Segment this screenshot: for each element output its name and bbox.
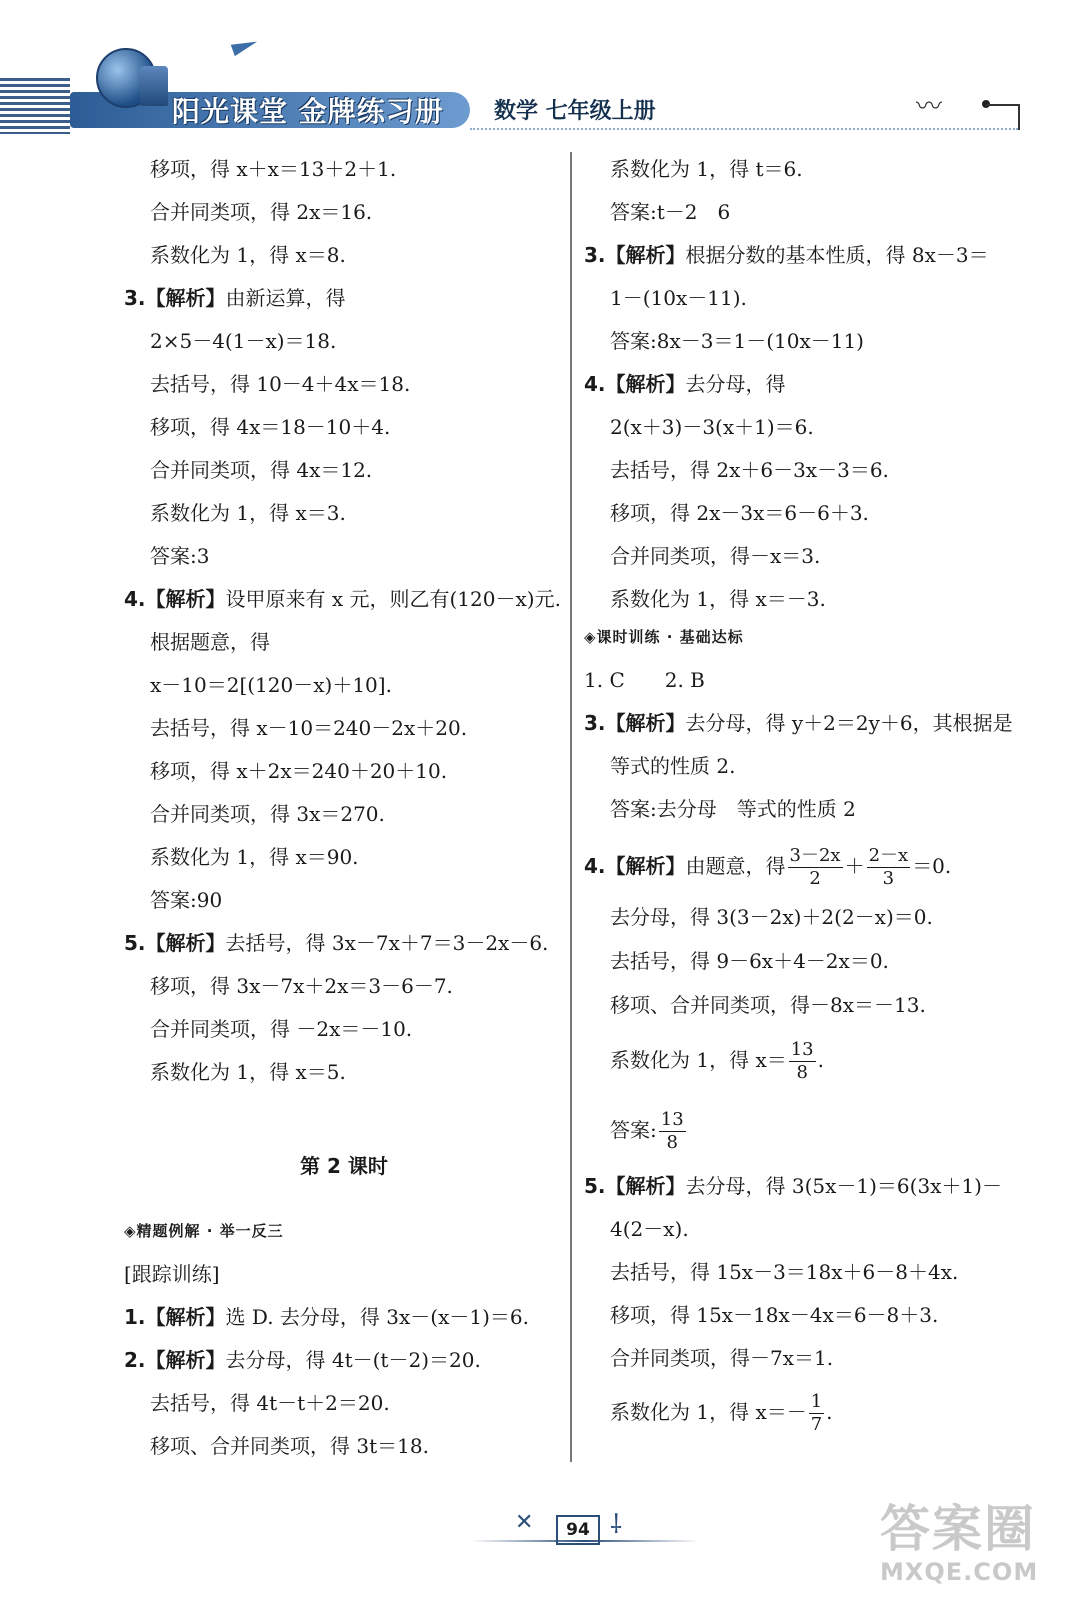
fraction-numerator: 2－x bbox=[868, 845, 909, 866]
solution-line: 去括号，得 4t－t＋2＝20. bbox=[150, 1391, 390, 1415]
solution-line: 系数化为 1，得 t＝6. bbox=[610, 157, 803, 181]
solution-line bbox=[610, 1388, 833, 1436]
answer-label: 答案: bbox=[610, 1118, 657, 1142]
section-heading: ◈精题例解 · 举一反三 bbox=[124, 1222, 284, 1240]
exercise-1 bbox=[124, 1303, 529, 1331]
question-text: 去分母，得 y＋2＝2y＋6，其根据是 bbox=[685, 711, 1013, 735]
question-b4 bbox=[584, 842, 951, 890]
solution-line: 1－(10x－11). bbox=[610, 286, 747, 310]
question-number: 4.【解析】 bbox=[584, 372, 686, 396]
watermark-url: MXQE.COM bbox=[880, 1558, 1039, 1586]
period: . bbox=[817, 1048, 824, 1072]
question-number: 3.【解析】 bbox=[584, 243, 686, 267]
question-b3 bbox=[584, 709, 1013, 737]
solution-line: 2(x＋3)－3(x＋1)＝6. bbox=[610, 415, 814, 439]
fraction-numerator: 13 bbox=[790, 1039, 814, 1060]
question-number: 5.【解析】 bbox=[124, 931, 226, 955]
question-number: 4.【解析】 bbox=[124, 587, 226, 611]
solution-line: 系数化为 1，得 x＝8. bbox=[150, 243, 346, 267]
equation-tail: ＝0. bbox=[912, 854, 952, 878]
question-number: 1.【解析】 bbox=[124, 1305, 226, 1329]
solution-line: 4(2－x). bbox=[610, 1217, 689, 1241]
solution-line: 合并同类项，得 2x＝16. bbox=[150, 200, 373, 224]
fraction-denominator: 8 bbox=[666, 1132, 678, 1153]
solution-line: 根据题意，得 bbox=[150, 630, 270, 654]
fraction bbox=[809, 1391, 824, 1436]
solution-line: 去分母，得 3(3－2x)＋2(2－x)＝0. bbox=[610, 905, 933, 929]
question-text: 去分母，得 bbox=[685, 372, 786, 396]
solution-line: 移项、合并同类项，得－8x＝－13. bbox=[610, 993, 926, 1017]
fraction-denominator: 7 bbox=[810, 1414, 823, 1435]
fraction-denominator: 8 bbox=[796, 1062, 808, 1083]
solution-line: 移项，得 x＋x＝13＋2＋1. bbox=[150, 157, 397, 181]
fraction-numerator: 3－2x bbox=[789, 845, 841, 866]
question-4 bbox=[124, 585, 561, 613]
question-number: 5.【解析】 bbox=[584, 1174, 686, 1198]
watermark-text: 答案圈 bbox=[880, 1500, 1036, 1558]
solution-line: 系数化为 1，得 x＝90. bbox=[150, 845, 359, 869]
solution-line: 合并同类项，得 －2x＝－10. bbox=[150, 1017, 413, 1041]
answer-line: 答案:8x－3＝1－(10x－11) bbox=[610, 329, 864, 353]
solution-line: 合并同类项，得 3x＝270. bbox=[150, 802, 385, 826]
solution-line: 合并同类项，得 4x＝12. bbox=[150, 458, 373, 482]
header-endcap bbox=[986, 104, 1020, 130]
header-dotted-line bbox=[470, 128, 1018, 130]
answers-1-2: 1. C 2. B bbox=[584, 668, 705, 692]
answer-line: 答案:t－2 6 bbox=[610, 200, 731, 224]
solution-line: 移项，得 15x－18x－4x＝6－8＋3. bbox=[610, 1303, 939, 1327]
question-text: 由新运算，得 bbox=[225, 286, 346, 310]
question-number: 3.【解析】 bbox=[584, 711, 686, 735]
question-text: 选 D. 去分母，得 3x－(x－1)＝6. bbox=[225, 1305, 529, 1329]
solution-line: 去括号，得 10－4＋4x＝18. bbox=[150, 372, 411, 396]
solution-line: 去括号，得 x－10＝240－2x＋20. bbox=[150, 716, 468, 740]
answer-line: 答案:3 bbox=[150, 544, 210, 568]
solution-line: 移项，得 x＋2x＝240＋20＋10. bbox=[150, 759, 448, 783]
solution-line: 移项，得 3x－7x＋2x＝3－6－7. bbox=[150, 974, 453, 998]
question-number: 2.【解析】 bbox=[124, 1348, 226, 1372]
solution-line: 系数化为 1，得 x＝3. bbox=[150, 501, 346, 525]
solution-line: 去括号，得 15x－3＝18x＋6－8＋4x. bbox=[610, 1260, 959, 1284]
header-stripes bbox=[0, 78, 70, 134]
watermark-logo bbox=[880, 1500, 1040, 1590]
period: . bbox=[826, 1400, 833, 1424]
question-b5 bbox=[584, 1172, 1002, 1200]
fraction-numerator: 1 bbox=[810, 1391, 823, 1412]
plus-sign: ＋ bbox=[844, 854, 865, 878]
bird-icon: 〰 bbox=[916, 92, 943, 122]
book-title: 阳光课堂 金牌练习册 bbox=[172, 95, 444, 128]
question-text: 去分母，得 4t－(t－2)＝20. bbox=[225, 1348, 481, 1372]
fraction bbox=[789, 1039, 816, 1084]
solution-line: 移项，得 2x－3x＝6－6＋3. bbox=[610, 501, 869, 525]
question-3 bbox=[584, 241, 989, 269]
question-text: 由题意，得 bbox=[685, 854, 786, 878]
book-subtitle: 数学 七年级上册 bbox=[494, 99, 656, 124]
trophy-icon bbox=[140, 66, 168, 106]
question-4 bbox=[584, 370, 786, 398]
tree-icon: ⸸ bbox=[610, 1510, 623, 1540]
solution-line: x－10＝2[(120－x)＋10]. bbox=[150, 673, 392, 697]
solution-line: 系数化为 1，得 x＝5. bbox=[150, 1060, 346, 1084]
answer-line: 答案:去分母 等式的性质 2 bbox=[610, 797, 856, 821]
tracking-label: [跟踪训练] bbox=[124, 1262, 220, 1286]
fraction bbox=[659, 1109, 686, 1154]
solution-line: 2×5－4(1－x)＝18. bbox=[150, 329, 337, 353]
solution-line: 合并同类项，得－x＝3. bbox=[610, 544, 821, 568]
lesson-title: 第 2 课时 bbox=[300, 1154, 388, 1178]
solution-text: 系数化为 1，得 x＝－ bbox=[610, 1400, 807, 1424]
fraction-denominator: 2 bbox=[809, 868, 821, 889]
fraction-denominator: 3 bbox=[882, 868, 895, 889]
fraction bbox=[867, 845, 911, 890]
question-text: 去分母，得 3(5x－1)＝6(3x＋1)－ bbox=[685, 1174, 1002, 1198]
fraction-numerator: 13 bbox=[660, 1109, 684, 1130]
page-number: 94 bbox=[556, 1515, 600, 1545]
exercise-2 bbox=[124, 1346, 481, 1374]
solution-line bbox=[610, 1036, 824, 1084]
solution-line: 合并同类项，得－7x＝1. bbox=[610, 1346, 834, 1370]
solution-line: 移项、合并同类项，得 3t＝18. bbox=[150, 1434, 429, 1458]
fraction bbox=[788, 845, 843, 890]
answer-line bbox=[610, 1106, 688, 1154]
solution-line: 等式的性质 2. bbox=[610, 754, 736, 778]
question-number: 3.【解析】 bbox=[124, 286, 226, 310]
solution-line: 移项，得 4x＝18－10＋4. bbox=[150, 415, 391, 439]
section-heading: ◈课时训练 · 基础达标 bbox=[584, 628, 744, 646]
question-5 bbox=[124, 929, 548, 957]
solution-line: 去括号，得 9－6x＋4－2x＝0. bbox=[610, 949, 889, 973]
question-number: 4.【解析】 bbox=[584, 854, 686, 878]
question-text: 根据分数的基本性质，得 8x－3＝ bbox=[685, 243, 989, 267]
solution-text: 系数化为 1，得 x＝ bbox=[610, 1048, 787, 1072]
question-3 bbox=[124, 284, 346, 312]
star-icon: ✕ bbox=[515, 1510, 534, 1535]
solution-line: 系数化为 1，得 x＝－3. bbox=[610, 587, 826, 611]
solution-line: 去括号，得 2x＋6－3x－3＝6. bbox=[610, 458, 889, 482]
column-divider bbox=[570, 152, 572, 1462]
question-text: 设甲原来有 x 元，则乙有(120－x)元. bbox=[225, 587, 561, 611]
answer-line: 答案:90 bbox=[150, 888, 223, 912]
question-text: 去括号，得 3x－7x＋7＝3－2x－6. bbox=[225, 931, 549, 955]
